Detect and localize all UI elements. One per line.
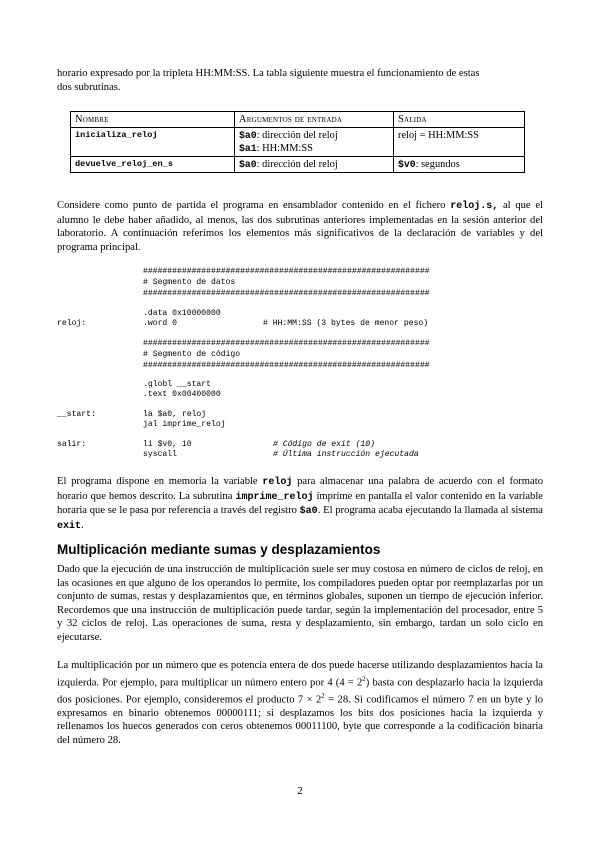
table-header-args: Argumentos de entrada	[235, 112, 394, 128]
register-name: $v0	[398, 159, 416, 170]
code-label: salir:	[57, 440, 87, 449]
section-title: Multiplicación mediante sumas y desplazamientos	[57, 542, 381, 557]
paragraph-text: al que el alumno le debe haber añadido, al menos, las dos subrutinas anteriores implementadas en la sesión anterior del laboratorio. A continuación referimos los elementos más significativos de la declaración de variables y del programa principal.	[57, 200, 543, 253]
code-comment-line: ###########################################################	[143, 339, 430, 348]
filename: reloj.s,	[450, 201, 499, 212]
code-comment-line: # Segmento de código	[143, 350, 241, 359]
register-name: $a1	[239, 143, 257, 154]
table-header-name: Nombre	[71, 112, 235, 128]
code-directive: .word 0	[143, 319, 177, 328]
code-comment-line: # Segmento de datos	[143, 278, 236, 287]
code-comment-line: ###########################################################	[143, 267, 430, 276]
code-comment: # Código de exit (10)	[273, 440, 375, 449]
paragraph-shift-example	[57, 659, 543, 748]
intro-paragraph	[57, 67, 543, 94]
variable-name: reloj	[262, 477, 293, 488]
arg-description: : dirección del reloj	[256, 159, 338, 170]
paragraph-text: El programa dispone en memoria la variable	[57, 476, 263, 487]
subroutine-name: imprime_reloj	[235, 491, 314, 503]
paragraph-text: .	[81, 519, 84, 531]
code-label: __start:	[57, 410, 96, 419]
output-description: : segundos	[415, 159, 460, 170]
table-header-output: Salida	[394, 112, 525, 128]
arg-description: : HH:MM:SS	[256, 143, 313, 154]
table-cell-output	[394, 157, 525, 173]
table-cell-name: inicializa_reloj	[71, 128, 235, 157]
table-cell-name: devuelve_reloj_en_s	[71, 157, 235, 173]
paragraph-text: Considere como punto de partida el programa en ensamblador contenido en el fichero	[57, 200, 451, 211]
register-name: $a0	[239, 159, 257, 170]
table-cell-args	[235, 157, 394, 173]
paragraph-text: La multiplicación por un número que es potencia entera de dos puede hacerse utilizando desplazamientos hacia la izquierda. Por ejemplo, para multiplicar un número entero por 4 (4 = 2	[57, 660, 543, 689]
paragraph-program-intro	[57, 199, 543, 254]
output-description: reloj = HH:MM:SS	[398, 130, 479, 141]
register-name: $a0	[299, 506, 318, 518]
intro-line-2: dos subrutinas.	[57, 81, 121, 93]
superscript: 2	[321, 691, 325, 700]
code-label: reloj:	[57, 319, 87, 328]
page-number: 2	[297, 785, 303, 797]
table-cell-output	[394, 128, 525, 157]
arg-description: : dirección del reloj	[256, 130, 338, 141]
subroutine-table	[70, 111, 525, 173]
superscript: 2	[362, 674, 366, 683]
table-row	[71, 157, 525, 173]
code-comment-line: ###########################################################	[143, 361, 430, 370]
table-cell-args	[235, 128, 394, 157]
paragraph-text: imprime en pantalla el valor contenido en la variable horaria que se le pasa por referencia a través del registro	[57, 490, 543, 517]
code-instruction: la $a0, reloj	[143, 410, 207, 419]
paragraph-program-description	[57, 475, 543, 533]
paragraph-text: = 28. Si codificamos el número 7 en un byte y lo expresamos en binario obtenemos 00000111; si desplazamos los bits dos posiciones hacia la izquierda y rellenamos los huecos generados con ceros obtenemos 00011100, byte que corresponde a la codificación binaria del número 28.	[57, 694, 543, 747]
code-comment-line: ###########################################################	[143, 289, 430, 298]
code-directive: .data 0x10000000	[143, 309, 221, 318]
code-directive: .globl __start	[143, 380, 211, 389]
paragraph-text: para almacenar una palabra de acuerdo con el formato horario que hemos descrito. La subrutina	[57, 476, 543, 502]
intro-line-1: horario expresado por la tripleta HH:MM:SS. La tabla siguiente muestra el funcionamiento de estas	[57, 68, 480, 79]
paragraph-text: ) basta con desplazarlo hacia la izquierda dos posiciones. Por ejemplo, consideremos el producto 7 × 2	[57, 677, 543, 706]
code-comment: # HH:MM:SS (3 bytes de menor peso)	[263, 319, 429, 328]
code-directive: .text 0x00400000	[143, 390, 221, 399]
code-instruction: li $v0, 10	[143, 440, 192, 449]
paragraph-text: . El programa acaba ejecutando la llamada al sistema	[317, 505, 543, 517]
table-header-row	[71, 112, 525, 128]
paragraph-multiplication-cost: Dado que la ejecución de una instrucción de multiplicación suele ser muy costosa en número de ciclos de reloj, en las ocasiones en que alguno de los operandos lo permite, los compiladores pueden optar por reemplazarlas por un conjunto de sumas, restas y desplazamientos que, en términos globales, suponen un tiempo de ejecución inferior. Recordemos que una instrucción de multiplicación puede tardar, según la implementación del procesador, entre 5 y 32 ciclos de reloj. Las operaciones de suma, resta y desplazamiento, sin embargo, tardan un solo ciclo en ejecutarse.	[57, 564, 543, 643]
syscall-name: exit	[57, 520, 82, 532]
code-instruction: jal imprime_reloj	[143, 420, 226, 429]
register-name: $a0	[239, 130, 257, 141]
code-comment: # Última instrucción ejecutada	[273, 450, 419, 459]
table-row	[71, 128, 525, 157]
code-instruction: syscall	[143, 450, 177, 459]
